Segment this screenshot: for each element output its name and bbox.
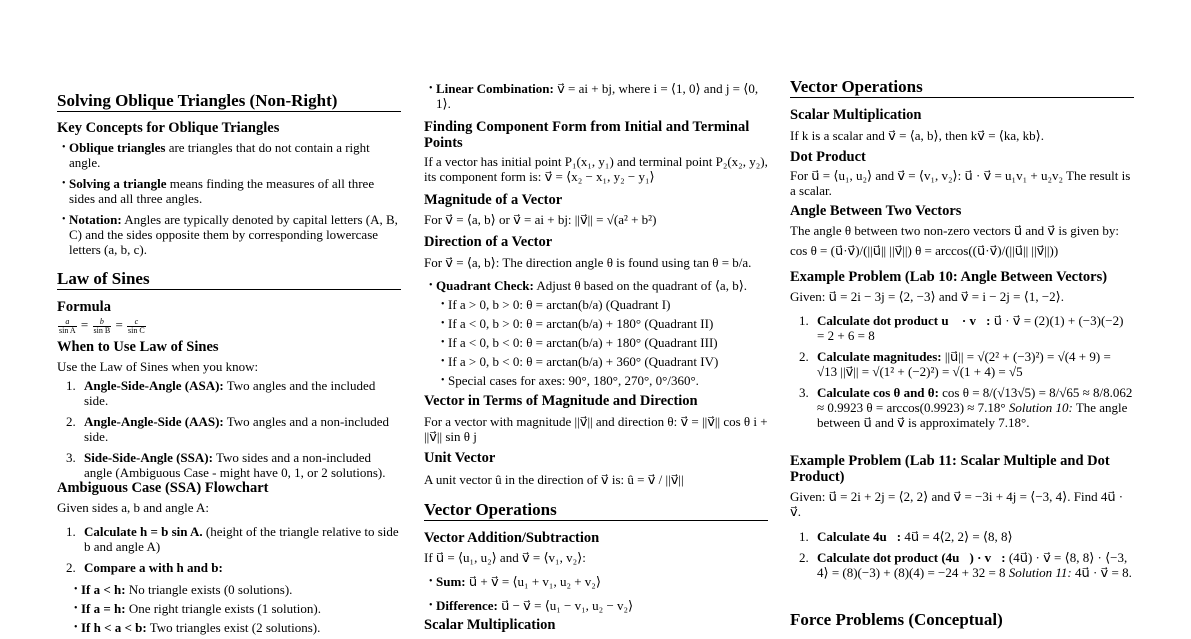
item-bold: Angle-Angle-Side (AAS): xyxy=(84,414,224,429)
operation-name: Difference: xyxy=(436,598,498,613)
heading-magnitude: Magnitude of a Vector xyxy=(424,192,563,208)
quadrant-check-item: • Quadrant Check: Adjust θ based on the quadrant of ⟨a, b⟩. xyxy=(424,278,768,293)
quadrant-sublist xyxy=(424,297,768,392)
addition-intro: If u⃗ = ⟨u₁, u₂⟩ and v⃗ = ⟨v₁, v₂⟩: xyxy=(424,550,586,565)
item-text: Two sides and a non-included angle (Ambiguous Case - might have 0, 1, or 2 solutions). xyxy=(84,450,386,480)
fraction-c: $\frac{c}{\text{sin C}}$ xyxy=(128,316,145,335)
section-title-force-problems: Force Problems (Conceptual) xyxy=(790,610,1003,629)
key-concept-item xyxy=(57,140,401,170)
heading-scalar-multiplication: Scalar Multiplication xyxy=(424,617,556,633)
condition-text: No triangle exists (0 solutions). xyxy=(125,582,293,597)
item-bold: Calculate magnitudes: xyxy=(817,349,942,364)
heading-example-lab-11: Example Problem (Lab 11: Scalar Multiple and Dot Product) xyxy=(790,453,1110,485)
example-11-intro: Given: u⃗ = 2i + 2j = ⟨2, 2⟩ and v⃗ = −3i + 4j = ⟨−3, 4⟩. Find 4u⃗ · v⃗. xyxy=(790,489,1124,519)
key-concept-text: are triangles that do not contain a right angle. xyxy=(69,140,370,170)
example-10-intro: Given: u⃗ = 2i − 3j = ⟨2, −3⟩ and v⃗ = i − 2j = ⟨1, −2⟩. xyxy=(790,289,1064,304)
heading-direction: Direction of a Vector xyxy=(424,234,553,250)
numbered-item xyxy=(790,385,1134,430)
key-concept-item xyxy=(57,176,401,206)
item-number: 3. xyxy=(66,450,76,465)
example-11-steps xyxy=(790,529,1134,586)
numbered-item xyxy=(790,550,1134,580)
condition-bold: If a = h: xyxy=(81,601,126,616)
item-number: 3. xyxy=(799,385,809,400)
item-bold: Side-Side-Angle (SSA): xyxy=(84,450,213,465)
numbered-item xyxy=(57,524,401,554)
heading-magnitude-direction: Vector in Terms of Magnitude and Direction xyxy=(424,393,698,409)
item-bold: Angle-Side-Angle (ASA): xyxy=(84,378,224,393)
condition-text: One right triangle exists (1 solution). xyxy=(125,601,321,616)
addition-list xyxy=(424,574,768,622)
item-number: 2. xyxy=(66,560,76,575)
heading-angle-between: Angle Between Two Vectors xyxy=(790,203,962,219)
condition-bold: If a < h: xyxy=(81,582,126,597)
item-text: cos θ = 8/(√13√5) = 8/√65 ≈ 8/8.062 ≈ 0.9923 θ = arccos(0.9923) ≈ 7.18° xyxy=(817,385,1133,415)
magnitude-text: For v⃗ = ⟨a, b⟩ or v⃗ = ai + bj: ||v⃗|| = √(a² + b²) xyxy=(424,212,657,227)
item-text: u⃗ · v⃗ = (2)(1) + (−3)(−2) = 2 + 6 = 8 xyxy=(817,313,1124,343)
section-title-oblique: Solving Oblique Triangles (Non-Right) xyxy=(57,93,401,112)
heading-component-form: Finding Component Form from Initial and Terminal Points xyxy=(424,119,750,151)
item-text: Two angles and the included side. xyxy=(84,378,376,408)
key-concepts-list xyxy=(57,140,401,263)
heading-when-to-use: When to Use Law of Sines xyxy=(57,339,219,355)
quadrant-subitem xyxy=(424,373,768,388)
ambiguous-subitem xyxy=(57,601,401,616)
direction-text: For v⃗ = ⟨a, b⟩: The direction angle θ is found using tan θ = b/a. xyxy=(424,255,752,270)
ambiguous-subitem xyxy=(57,620,401,635)
item-number: 2. xyxy=(799,550,809,565)
fraction-a: $\frac{a}{\text{sin A}}$ xyxy=(59,316,76,335)
law-of-sines-formula: $\frac{a}{\text{sin A}}$ = $\frac{b}{\text{sin B}}$ = $\frac{c}{\text{sin C}}$ xyxy=(59,316,145,335)
key-concept-term: Notation: xyxy=(69,212,122,227)
item-text: (4u⃗) · v⃗ = ⟨8, 8⟩ · ⟨−3, 4⟩ = (8)(−3) + (8)(4) = −24 + 32 = 8 xyxy=(817,550,1128,580)
section-title-vector-operations: Vector Operations xyxy=(424,502,768,521)
item-text: ||u⃗|| = √(2² + (−3)²) = √(4 + 9) = √13 ||v⃗|| = √(1² + (−2)²) = √(1 + 4) = √5 xyxy=(817,349,1111,379)
ambiguous-intro: Given sides a, b and angle A: xyxy=(57,500,209,515)
quadrant-subitem xyxy=(424,354,768,369)
linear-combination-item: • Linear Combination: v⃗ = ai + bj, where i = ⟨1, 0⟩ and j = ⟨0, 1⟩. xyxy=(424,81,768,111)
angle-text: The angle θ between two non-zero vectors u⃗ and v⃗ is given by: xyxy=(790,223,1120,238)
heading-key-concepts: Key Concepts for Oblique Triangles xyxy=(57,120,280,136)
operation-name: Sum: xyxy=(436,574,466,589)
heading-dot-product: Dot Product xyxy=(790,149,866,165)
example-10-steps xyxy=(790,313,1134,436)
ambiguous-subitem xyxy=(57,582,401,597)
item-text: (height of the triangle relative to side b and angle A) xyxy=(84,524,399,554)
unit-vector-text: A unit vector û in the direction of v⃗ is: û = v⃗ / ||v⃗|| xyxy=(424,472,684,487)
operation-item xyxy=(424,574,768,589)
quadrant-rule: If a > 0, b < 0: θ = arctan(b/a) + 360° (Quadrant IV) xyxy=(448,354,719,369)
item-text: Two angles and a non-included side. xyxy=(84,414,390,444)
numbered-item xyxy=(57,414,401,444)
condition-text: Two triangles exist (2 solutions). xyxy=(146,620,321,635)
numbered-item xyxy=(57,560,401,575)
item-number: 1. xyxy=(799,529,809,544)
quadrant-subitem xyxy=(424,316,768,331)
quadrant-subitem xyxy=(424,335,768,350)
condition-bold: If h < a < b: xyxy=(81,620,147,635)
numbered-item xyxy=(790,529,1134,544)
item-number: 2. xyxy=(66,414,76,429)
quadrant-rule: If a < 0, b > 0: θ = arctan(b/a) + 180° (Quadrant II) xyxy=(448,316,714,331)
quadrant-rule: If a > 0, b > 0: θ = arctan(b/a) (Quadrant I) xyxy=(448,297,671,312)
key-concept-item xyxy=(57,212,401,257)
item-bold: Calculate h = b sin A. xyxy=(84,524,203,539)
when-intro: Use the Law of Sines when you know: xyxy=(57,359,259,374)
numbered-item xyxy=(790,349,1134,379)
linear-combination-list xyxy=(424,81,768,117)
operation-item xyxy=(424,598,768,613)
component-form-text: If a vector has initial point P₁(x₁, y₁) and terminal point P₂(x₂, y₂), its component form is: v⃗ = ⟨x₂ − x₁, y₂ − y₁⟩ xyxy=(424,154,768,184)
key-concept-term: Solving a triangle xyxy=(69,176,167,191)
item-number: 1. xyxy=(66,524,76,539)
dot-product-text: For u⃗ = ⟨u₁, u₂⟩ and v⃗ = ⟨v₁, v₂⟩: u⃗ · v⃗ = u₁v₁ + u₂v₂ The result is a scalar. xyxy=(790,168,1131,198)
fraction-b: $\frac{b}{\text{sin B}}$ xyxy=(93,316,111,335)
ambiguous-sublist xyxy=(57,582,401,639)
item-bold: Calculate dot product u⃗ · v⃗: xyxy=(817,313,991,328)
item-number: 2. xyxy=(799,349,809,364)
solution-text: 4u⃗ · v⃗ = 8. xyxy=(1071,565,1132,580)
key-concept-text: Angles are typically denoted by capital letters (A, B, C) and the sides opposite them by corresponding lowercase letters (a, b, c). xyxy=(69,212,398,257)
heading-ambiguous-case: Ambiguous Case (SSA) Flowchart xyxy=(57,480,269,496)
key-concept-text: means finding the measures of all three sides and all three angles. xyxy=(69,176,375,206)
heading-formula: Formula xyxy=(57,299,111,315)
solution-label: Solution 10: xyxy=(1005,400,1073,415)
numbered-item xyxy=(790,313,1134,343)
operation-formula: u⃗ + v⃗ = ⟨u₁ + v₁, u₂ + v₂⟩ xyxy=(465,574,601,589)
solution-text: The angle between u⃗ and v⃗ is approximately 7.18°. xyxy=(817,400,1128,430)
item-number: 1. xyxy=(66,378,76,393)
quadrant-rule: If a < 0, b < 0: θ = arctan(b/a) + 180° (Quadrant III) xyxy=(448,335,718,350)
item-bold: Calculate 4u⃗: xyxy=(817,529,902,544)
operation-formula: u⃗ − v⃗ = ⟨u₁ − v₁, u₂ − v₂⟩ xyxy=(497,598,634,613)
section-title-vector-operations-2: Vector Operations xyxy=(790,79,1134,98)
heading-unit-vector: Unit Vector xyxy=(424,450,496,466)
solution-label: Solution 11: xyxy=(1005,565,1072,580)
numbered-item xyxy=(57,450,401,480)
item-text: 4u⃗ = 4⟨2, 2⟩ = ⟨8, 8⟩ xyxy=(901,529,1013,544)
item-bold: Calculate dot product (4u⃗) · v⃗: xyxy=(817,550,1006,565)
magnitude-direction-text: For a vector with magnitude ||v⃗|| and direction θ: v⃗ = ||v⃗|| cos θ i + ||v⃗|| sin θ j xyxy=(424,414,768,444)
item-bold: Calculate cos θ and θ: xyxy=(817,385,939,400)
item-number: 1. xyxy=(799,313,809,328)
quadrant-subitem xyxy=(424,297,768,312)
numbered-item xyxy=(57,378,401,408)
key-concept-term: Oblique triangles xyxy=(69,140,166,155)
section-title-law-of-sines: Law of Sines xyxy=(57,271,401,290)
when-list xyxy=(57,378,401,486)
ambiguous-list xyxy=(57,524,401,581)
heading-addition-subtraction: Vector Addition/Subtraction xyxy=(424,530,600,546)
heading-scalar-mult: Scalar Multiplication xyxy=(790,107,922,123)
angle-formula: cos θ = (u⃗·v⃗)/(||u⃗|| ||v⃗||) θ = arccos((u⃗·v⃗)/(||u⃗|| ||v⃗||)) xyxy=(790,243,1059,258)
quadrant-list xyxy=(424,278,768,296)
item-bold: Compare a with h and b: xyxy=(84,560,223,575)
scalar-text: If k is a scalar and v⃗ = ⟨a, b⟩, then kv⃗ = ⟨ka, kb⟩. xyxy=(790,128,1044,143)
heading-example-lab-10: Example Problem (Lab 10: Angle Between Vectors) xyxy=(790,269,1108,285)
quadrant-rule: Special cases for axes: 90°, 180°, 270°, 0°/360°. xyxy=(448,373,699,388)
